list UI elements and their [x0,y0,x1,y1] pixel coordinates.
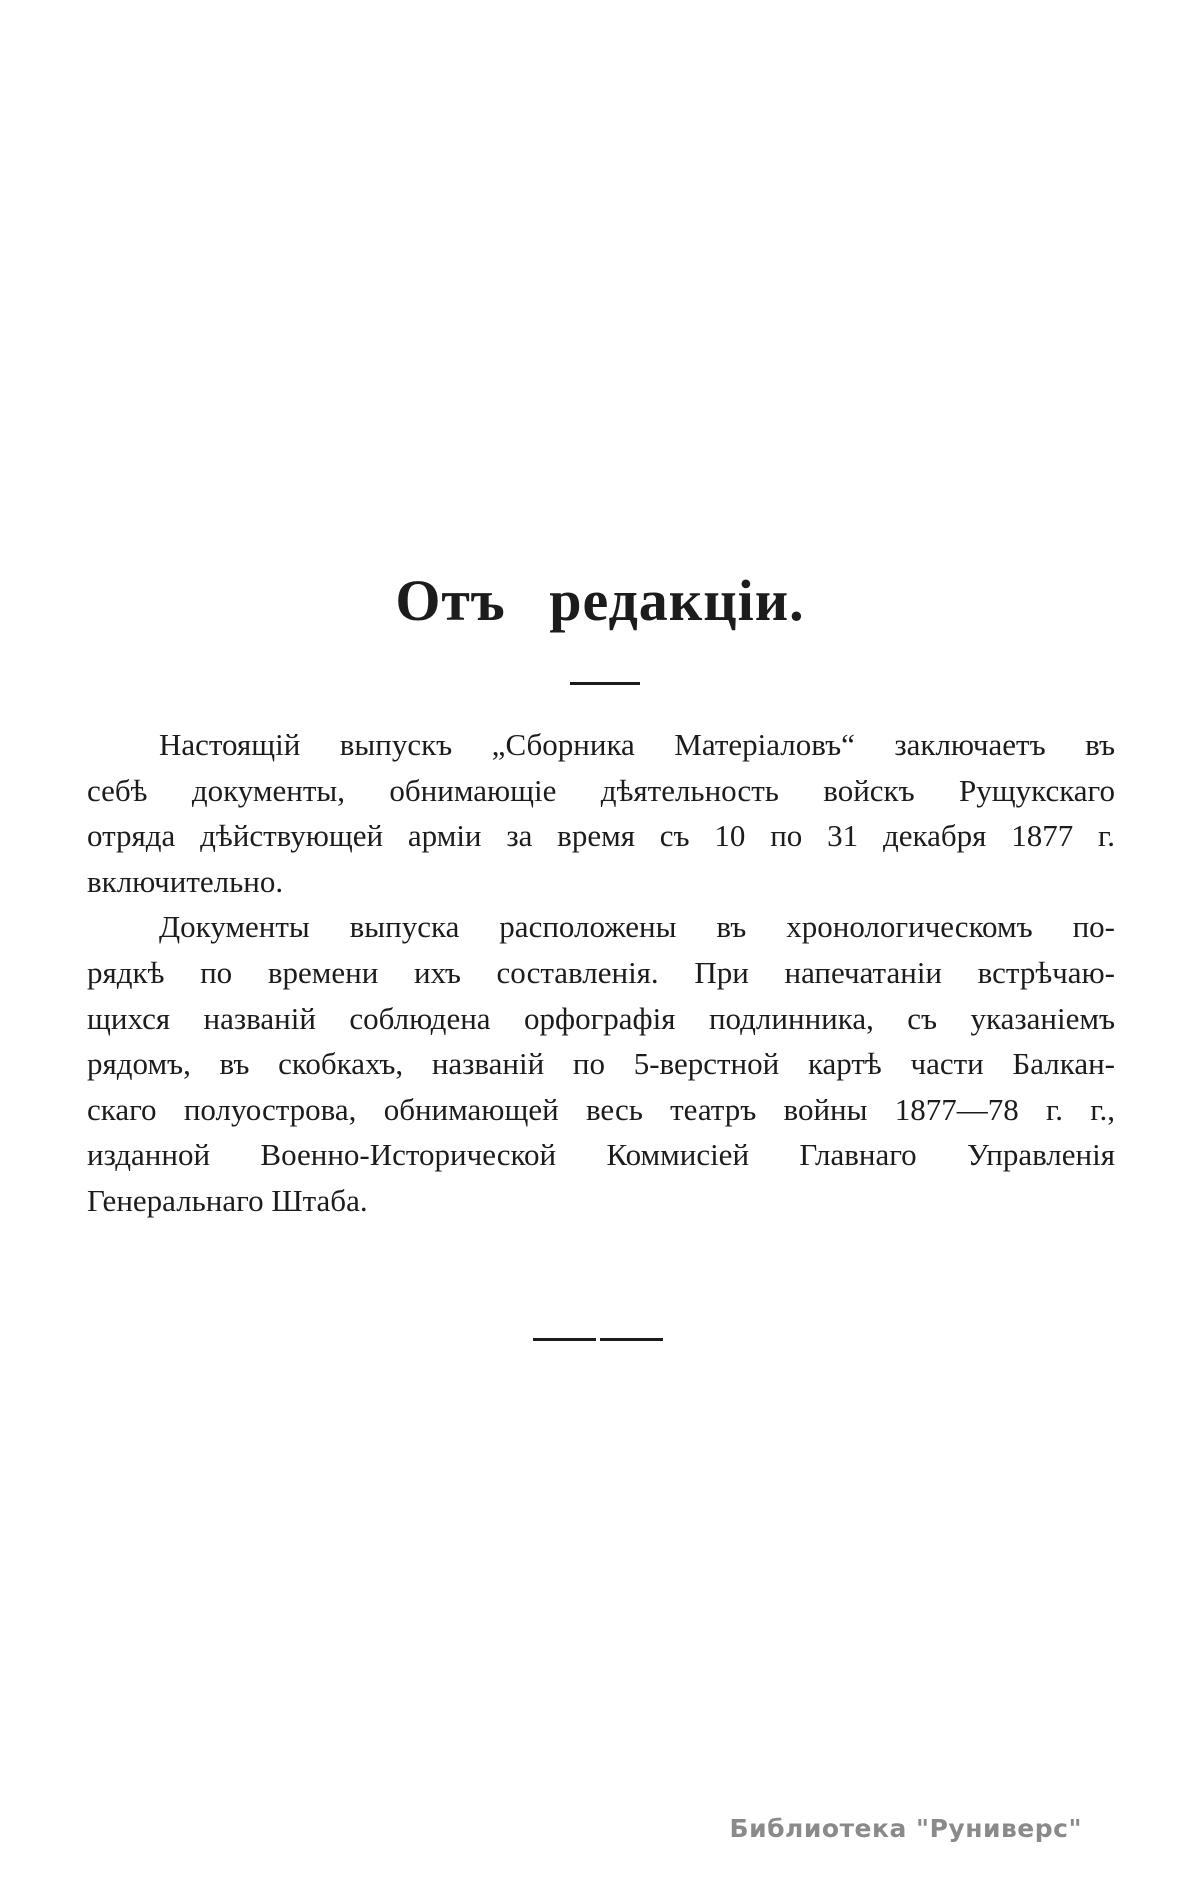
text-line: Настоящій выпускъ „Сборника Матеріаловъ“ заключаетъ въ [159,727,1115,762]
text-line: Документы выпуска расположены въ хронологическомъ по- [159,909,1115,945]
title-divider [570,682,640,685]
text-line: щихся названій соблюдена орфографія подлинника, съ указаніемъ [87,1000,1115,1036]
text-line: рядомъ, въ скобкахъ, названій по 5-верстной картѣ части Балкан- [87,1046,1115,1082]
text-line: изданной Военно-Исторической Коммисіей Главнаго Управленія [87,1137,1115,1173]
text-line: отряда дѣйствующей арміи за время съ 10 по 31 декабря 1877 г. [87,818,1115,854]
text-block [87,722,1115,1224]
text-line: себѣ документы, обнимающіе дѣятельность войскъ Рущукскаго [87,772,1115,808]
section-end-divider [533,1338,663,1341]
text-line: скаго полуострова, обнимающей весь театръ войны 1877—78 г. г., [87,1091,1115,1127]
text-line: рядкѣ по времени ихъ составленія. При напечатаніи встрѣчаю- [87,954,1115,990]
divider-segment [533,1338,596,1341]
library-watermark: Библиотека "Руниверс" [729,1814,1082,1843]
text-line: включительно. [87,863,284,899]
divider-segment [600,1338,663,1341]
page-title: Отъ редакціи. [395,568,805,633]
text-line: Генеральнаго Штаба. [87,1182,368,1218]
